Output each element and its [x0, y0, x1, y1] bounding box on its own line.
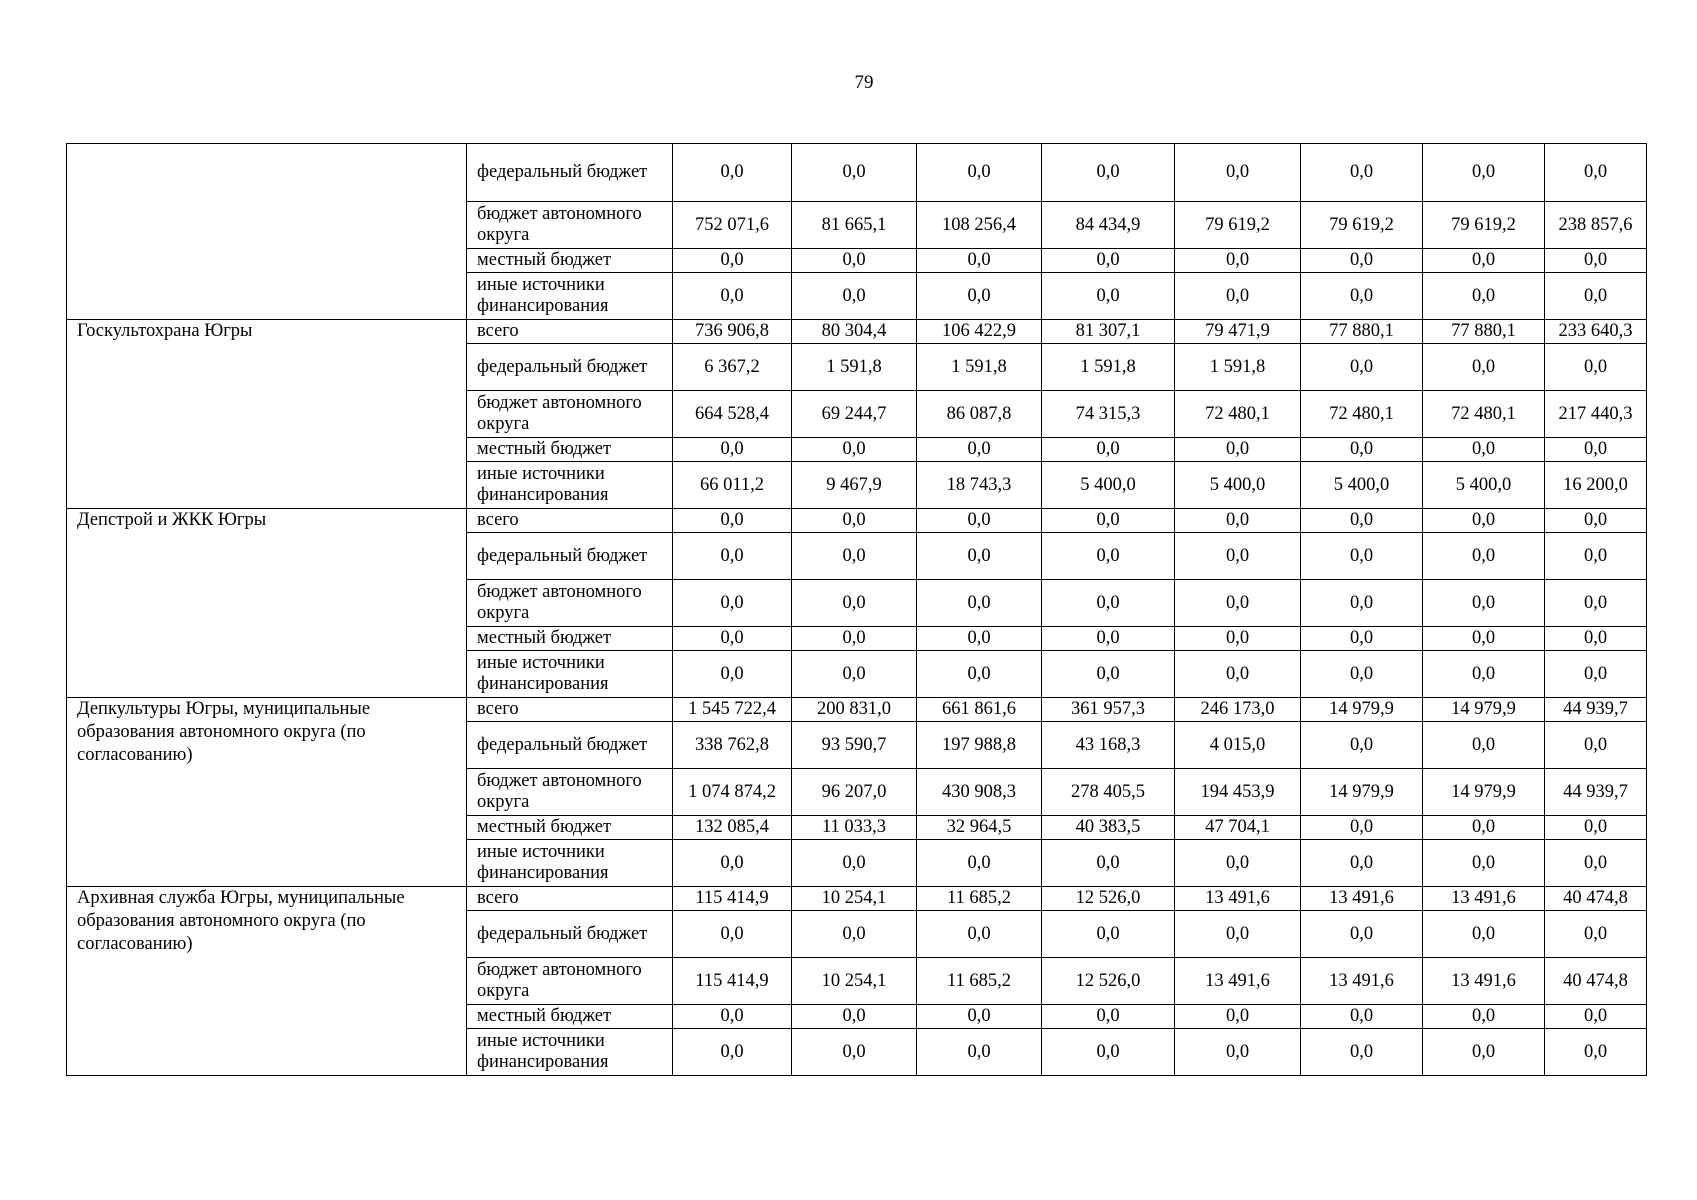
value-cell: 0,0 [1301, 911, 1423, 958]
value-cell: 11 033,3 [792, 816, 917, 840]
value-cell: 0,0 [1301, 144, 1423, 202]
value-cell: 72 480,1 [1301, 391, 1423, 438]
value-cell: 0,0 [1042, 144, 1175, 202]
source-label: иные источники финансирования [467, 840, 673, 887]
value-cell: 0,0 [917, 249, 1042, 273]
value-cell: 217 440,3 [1545, 391, 1647, 438]
value-cell: 0,0 [792, 273, 917, 320]
source-label: иные источники финансирования [467, 651, 673, 698]
table-row [67, 320, 1647, 344]
value-cell: 197 988,8 [917, 722, 1042, 769]
value-cell: 194 453,9 [1175, 769, 1301, 816]
value-cell: 0,0 [917, 144, 1042, 202]
value-cell: 0,0 [917, 651, 1042, 698]
value-cell: 0,0 [1545, 438, 1647, 462]
value-cell: 13 491,6 [1423, 958, 1545, 1005]
value-cell: 5 400,0 [1042, 462, 1175, 509]
value-cell: 0,0 [673, 249, 792, 273]
value-cell: 0,0 [1423, 509, 1545, 533]
value-cell: 0,0 [1301, 1005, 1423, 1029]
value-cell: 0,0 [1301, 627, 1423, 651]
value-cell: 0,0 [1301, 249, 1423, 273]
value-cell: 0,0 [1545, 509, 1647, 533]
value-cell: 0,0 [792, 840, 917, 887]
value-cell: 0,0 [1042, 840, 1175, 887]
source-label: всего [467, 887, 673, 911]
value-cell: 752 071,6 [673, 202, 792, 249]
source-label: федеральный бюджет [467, 533, 673, 580]
value-cell: 1 591,8 [792, 344, 917, 391]
value-cell: 0,0 [673, 273, 792, 320]
value-cell: 5 400,0 [1175, 462, 1301, 509]
value-cell: 0,0 [1423, 911, 1545, 958]
financing-table [66, 143, 1647, 1076]
value-cell: 80 304,4 [792, 320, 917, 344]
value-cell: 0,0 [1423, 344, 1545, 391]
value-cell: 0,0 [1042, 627, 1175, 651]
value-cell: 0,0 [1301, 722, 1423, 769]
value-cell: 0,0 [1042, 509, 1175, 533]
value-cell: 77 880,1 [1301, 320, 1423, 344]
value-cell: 13 491,6 [1423, 887, 1545, 911]
value-cell: 0,0 [673, 580, 792, 627]
value-cell: 0,0 [1423, 580, 1545, 627]
value-cell: 13 491,6 [1175, 958, 1301, 1005]
value-cell: 0,0 [1042, 438, 1175, 462]
table-row [67, 887, 1647, 911]
value-cell: 132 085,4 [673, 816, 792, 840]
value-cell: 14 979,9 [1423, 698, 1545, 722]
value-cell: 0,0 [1545, 273, 1647, 320]
value-cell: 106 422,9 [917, 320, 1042, 344]
value-cell: 0,0 [1423, 816, 1545, 840]
value-cell: 661 861,6 [917, 698, 1042, 722]
source-label: бюджет автономного округа [467, 580, 673, 627]
value-cell: 1 074 874,2 [673, 769, 792, 816]
value-cell: 0,0 [1423, 651, 1545, 698]
value-cell: 40 383,5 [1042, 816, 1175, 840]
value-cell: 0,0 [917, 627, 1042, 651]
value-cell: 0,0 [1423, 840, 1545, 887]
value-cell: 0,0 [1423, 438, 1545, 462]
value-cell: 47 704,1 [1175, 816, 1301, 840]
value-cell: 1 545 722,4 [673, 698, 792, 722]
value-cell: 0,0 [1545, 249, 1647, 273]
source-label: бюджет автономного округа [467, 958, 673, 1005]
value-cell: 0,0 [1301, 509, 1423, 533]
value-cell: 79 619,2 [1301, 202, 1423, 249]
value-cell: 0,0 [673, 533, 792, 580]
source-label: местный бюджет [467, 627, 673, 651]
table-row [67, 509, 1647, 533]
value-cell: 278 405,5 [1042, 769, 1175, 816]
value-cell: 0,0 [673, 509, 792, 533]
value-cell: 0,0 [917, 533, 1042, 580]
organization-cell: Депкультуры Югры, муниципальные образования автономного округа (по согласованию) [67, 698, 467, 887]
value-cell: 40 474,8 [1545, 958, 1647, 1005]
value-cell: 115 414,9 [673, 958, 792, 1005]
value-cell: 0,0 [917, 1029, 1042, 1076]
organization-cell: Депстрой и ЖКК Югры [67, 509, 467, 698]
value-cell: 13 491,6 [1175, 887, 1301, 911]
value-cell: 0,0 [1545, 651, 1647, 698]
source-label: федеральный бюджет [467, 144, 673, 202]
value-cell: 338 762,8 [673, 722, 792, 769]
value-cell: 0,0 [917, 273, 1042, 320]
value-cell: 72 480,1 [1175, 391, 1301, 438]
value-cell: 0,0 [1175, 1005, 1301, 1029]
value-cell: 0,0 [1175, 651, 1301, 698]
value-cell: 6 367,2 [673, 344, 792, 391]
value-cell: 96 207,0 [792, 769, 917, 816]
value-cell: 0,0 [1301, 533, 1423, 580]
value-cell: 0,0 [673, 840, 792, 887]
value-cell: 0,0 [917, 580, 1042, 627]
source-label: бюджет автономного округа [467, 391, 673, 438]
value-cell: 79 619,2 [1423, 202, 1545, 249]
value-cell: 4 015,0 [1175, 722, 1301, 769]
source-label: федеральный бюджет [467, 722, 673, 769]
value-cell: 0,0 [1301, 273, 1423, 320]
value-cell: 0,0 [673, 651, 792, 698]
value-cell: 1 591,8 [917, 344, 1042, 391]
value-cell: 66 011,2 [673, 462, 792, 509]
value-cell: 93 590,7 [792, 722, 917, 769]
value-cell: 0,0 [792, 580, 917, 627]
value-cell: 0,0 [1301, 580, 1423, 627]
source-label: бюджет автономного округа [467, 769, 673, 816]
value-cell: 0,0 [1423, 627, 1545, 651]
value-cell: 246 173,0 [1175, 698, 1301, 722]
value-cell: 0,0 [673, 144, 792, 202]
value-cell: 0,0 [673, 438, 792, 462]
value-cell: 0,0 [1545, 816, 1647, 840]
organization-cell: Госкультохрана Югры [67, 320, 467, 509]
value-cell: 84 434,9 [1042, 202, 1175, 249]
value-cell: 0,0 [1545, 722, 1647, 769]
value-cell: 69 244,7 [792, 391, 917, 438]
value-cell: 81 665,1 [792, 202, 917, 249]
value-cell: 115 414,9 [673, 887, 792, 911]
value-cell: 43 168,3 [1042, 722, 1175, 769]
value-cell: 0,0 [1545, 344, 1647, 391]
value-cell: 0,0 [1175, 249, 1301, 273]
value-cell: 0,0 [1175, 273, 1301, 320]
value-cell: 0,0 [1301, 816, 1423, 840]
source-label: федеральный бюджет [467, 911, 673, 958]
value-cell: 86 087,8 [917, 391, 1042, 438]
organization-cell [67, 144, 467, 320]
value-cell: 0,0 [1423, 533, 1545, 580]
source-label: местный бюджет [467, 816, 673, 840]
value-cell: 0,0 [1545, 580, 1647, 627]
value-cell: 13 491,6 [1301, 887, 1423, 911]
value-cell: 0,0 [1301, 840, 1423, 887]
value-cell: 0,0 [673, 911, 792, 958]
value-cell: 0,0 [1301, 1029, 1423, 1076]
value-cell: 0,0 [1301, 651, 1423, 698]
value-cell: 0,0 [1423, 722, 1545, 769]
value-cell: 430 908,3 [917, 769, 1042, 816]
value-cell: 0,0 [792, 1029, 917, 1076]
value-cell: 77 880,1 [1423, 320, 1545, 344]
value-cell: 16 200,0 [1545, 462, 1647, 509]
value-cell: 0,0 [792, 438, 917, 462]
value-cell: 664 528,4 [673, 391, 792, 438]
value-cell: 0,0 [1042, 249, 1175, 273]
financing-table-body [67, 144, 1647, 1076]
value-cell: 0,0 [917, 438, 1042, 462]
value-cell: 10 254,1 [792, 887, 917, 911]
value-cell: 0,0 [1301, 438, 1423, 462]
source-label: федеральный бюджет [467, 344, 673, 391]
value-cell: 5 400,0 [1423, 462, 1545, 509]
value-cell: 0,0 [792, 144, 917, 202]
value-cell: 0,0 [1423, 144, 1545, 202]
value-cell: 0,0 [1175, 509, 1301, 533]
value-cell: 0,0 [792, 509, 917, 533]
source-label: иные источники финансирования [467, 1029, 673, 1076]
value-cell: 0,0 [1175, 533, 1301, 580]
value-cell: 0,0 [792, 911, 917, 958]
source-label: бюджет автономного округа [467, 202, 673, 249]
value-cell: 0,0 [792, 651, 917, 698]
organization-cell: Архивная служба Югры, муниципальные образования автономного округа (по согласованию) [67, 887, 467, 1076]
value-cell: 0,0 [1545, 911, 1647, 958]
source-label: местный бюджет [467, 438, 673, 462]
value-cell: 0,0 [1042, 1005, 1175, 1029]
value-cell: 0,0 [1545, 533, 1647, 580]
value-cell: 0,0 [1175, 1029, 1301, 1076]
value-cell: 0,0 [1175, 438, 1301, 462]
value-cell: 0,0 [1423, 1005, 1545, 1029]
page-number: 79 [854, 72, 874, 93]
value-cell: 736 906,8 [673, 320, 792, 344]
value-cell: 0,0 [1545, 627, 1647, 651]
value-cell: 74 315,3 [1042, 391, 1175, 438]
value-cell: 0,0 [1301, 344, 1423, 391]
value-cell: 9 467,9 [792, 462, 917, 509]
value-cell: 14 979,9 [1301, 769, 1423, 816]
table-row [67, 144, 1647, 202]
value-cell: 44 939,7 [1545, 698, 1647, 722]
source-label: иные источники финансирования [467, 273, 673, 320]
value-cell: 0,0 [1042, 1029, 1175, 1076]
value-cell: 0,0 [1545, 1005, 1647, 1029]
source-label: всего [467, 509, 673, 533]
value-cell: 0,0 [673, 1005, 792, 1029]
value-cell: 0,0 [917, 911, 1042, 958]
value-cell: 12 526,0 [1042, 887, 1175, 911]
table-row [67, 698, 1647, 722]
value-cell: 14 979,9 [1301, 698, 1423, 722]
value-cell: 0,0 [1175, 627, 1301, 651]
value-cell: 0,0 [1545, 144, 1647, 202]
value-cell: 10 254,1 [792, 958, 917, 1005]
value-cell: 12 526,0 [1042, 958, 1175, 1005]
value-cell: 0,0 [917, 509, 1042, 533]
value-cell: 108 256,4 [917, 202, 1042, 249]
value-cell: 32 964,5 [917, 816, 1042, 840]
source-label: всего [467, 698, 673, 722]
value-cell: 0,0 [673, 1029, 792, 1076]
value-cell: 1 591,8 [1042, 344, 1175, 391]
value-cell: 0,0 [792, 533, 917, 580]
value-cell: 0,0 [1042, 580, 1175, 627]
value-cell: 81 307,1 [1042, 320, 1175, 344]
value-cell: 79 619,2 [1175, 202, 1301, 249]
value-cell: 233 640,3 [1545, 320, 1647, 344]
value-cell: 40 474,8 [1545, 887, 1647, 911]
value-cell: 1 591,8 [1175, 344, 1301, 391]
value-cell: 5 400,0 [1301, 462, 1423, 509]
value-cell: 0,0 [1545, 1029, 1647, 1076]
value-cell: 0,0 [792, 1005, 917, 1029]
source-label: всего [467, 320, 673, 344]
value-cell: 11 685,2 [917, 958, 1042, 1005]
source-label: иные источники финансирования [467, 462, 673, 509]
value-cell: 0,0 [1423, 1029, 1545, 1076]
value-cell: 0,0 [1175, 580, 1301, 627]
value-cell: 0,0 [1423, 273, 1545, 320]
value-cell: 0,0 [1175, 144, 1301, 202]
value-cell: 361 957,3 [1042, 698, 1175, 722]
value-cell: 0,0 [1042, 651, 1175, 698]
value-cell: 0,0 [1042, 533, 1175, 580]
value-cell: 200 831,0 [792, 698, 917, 722]
value-cell: 0,0 [1545, 840, 1647, 887]
value-cell: 0,0 [1175, 911, 1301, 958]
value-cell: 0,0 [792, 249, 917, 273]
value-cell: 0,0 [1042, 911, 1175, 958]
source-label: местный бюджет [467, 1005, 673, 1029]
value-cell: 18 743,3 [917, 462, 1042, 509]
value-cell: 11 685,2 [917, 887, 1042, 911]
value-cell: 72 480,1 [1423, 391, 1545, 438]
value-cell: 0,0 [1175, 840, 1301, 887]
value-cell: 44 939,7 [1545, 769, 1647, 816]
value-cell: 0,0 [1423, 249, 1545, 273]
value-cell: 0,0 [792, 627, 917, 651]
value-cell: 238 857,6 [1545, 202, 1647, 249]
value-cell: 0,0 [673, 627, 792, 651]
value-cell: 13 491,6 [1301, 958, 1423, 1005]
value-cell: 0,0 [1042, 273, 1175, 320]
value-cell: 14 979,9 [1423, 769, 1545, 816]
value-cell: 0,0 [917, 1005, 1042, 1029]
source-label: местный бюджет [467, 249, 673, 273]
value-cell: 0,0 [917, 840, 1042, 887]
value-cell: 79 471,9 [1175, 320, 1301, 344]
